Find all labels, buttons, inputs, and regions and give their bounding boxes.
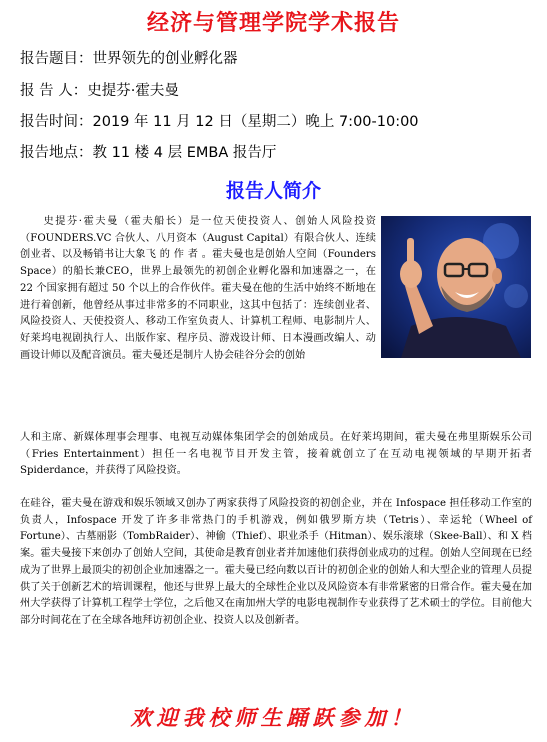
info-time xyxy=(20,113,419,131)
speaker-label: 报 告 人： xyxy=(20,83,88,99)
topic-label: 报告题目： xyxy=(20,51,93,67)
bio-paragraph-1-wrapped: 史提芬·霍夫曼（霍夫船长）是一位天使投资人、创始人风险投资（FOUNDERS.VC 合伙人、八月资本（August Capital）有限合伙人、连续创业者、以及畅销书让大象飞 的 作 者 。霍夫曼也是创始人空间（Founders Space）的船长兼CEO，世界上最领先的初创企业孵化器和加速器之一，在 22 个国家拥有超过 50 个以上的合作伙伴。霍夫曼在他的生活中始终不断地在进行着创新，他曾经从事过非常多的不同职业，这其中包括了：连续创业者、风险投资人、天使投资人、移动工作室负责人、计算机工程师、电影制片人、好莱坞电视剧执行人、出版作家、程序员、游戏设计师、日本漫画改编人、动画设计师以及配音演员。霍夫曼还是制片人协会硅谷分会的创始 xyxy=(20,216,376,361)
page-title: 经济与管理学院学术报告 xyxy=(146,11,400,36)
time-label: 报告时间： xyxy=(20,114,93,130)
time-value: 2019 年 11 月 12 日（星期二）晚上 7:00-10:00 xyxy=(92,114,419,130)
bio-heading: 报告人简介 xyxy=(225,180,321,202)
topic-value: 世界领先的创业孵化器 xyxy=(92,51,238,67)
info-place xyxy=(20,144,276,162)
info-speaker xyxy=(20,82,179,100)
bio-paragraph-2: 在硅谷，霍夫曼在游戏和娱乐领域又创办了两家获得了风险投资的初创企业，并在 Infospace 担任移动工作室的负责人，Infospace 开发了许多非常热门的手机游戏，例如俄罗斯方块（Tetris）、幸运轮（Wheel of Fortune）、古墓丽影（TombRaider）、神偷（Thief）、职业杀手（Hitman）、娱乐滚球（Skee-Ball）、和 X 档案。霍夫曼接下来创办了创始人空间，其使命是教育创业者并加速他们获得创业成功的过程。创始人空间现在已经成为了世界上最顶尖的初创企业加速器之一。霍夫曼已经向数以百计的初创企业的创始人和大型企业的管理人员提供了关于创新艺术的培训课程，他还与世界上最大的全球性企业以及风险资本有非常紧密的日常合作。霍夫曼在加州大学获得了计算机工程学士学位，之后他又在南加州大学的电影电视制作专业获得了艺术硕士的学位。目前他大部分时间花在了在全球各地拜访初创企业、投资人以及创新者。 xyxy=(20,498,532,626)
bio-paragraph-1-continued: 人和主席、新媒体理事会理事、电视互动媒体集团学会的创始成员。在好莱坞期间，霍夫曼在弗里斯娱乐公司（Fries Entertainment）担任一名电视节目开发主管，接着就创立了在互动电视领域的早期开拓者 Spiderdance，并获得了风险投资。 xyxy=(20,432,532,477)
speaker-value: 史提芬·霍夫曼 xyxy=(87,83,179,99)
info-topic xyxy=(20,50,238,68)
speaker-photo-image xyxy=(381,216,531,358)
speaker-photo xyxy=(381,216,531,358)
place-label: 报告地点： xyxy=(20,145,93,161)
footer-slogan: 欢迎我校师生踊跃参加！ xyxy=(130,705,417,730)
place-value: 教 11 楼 4 层 EMBA 报告厅 xyxy=(92,145,277,161)
